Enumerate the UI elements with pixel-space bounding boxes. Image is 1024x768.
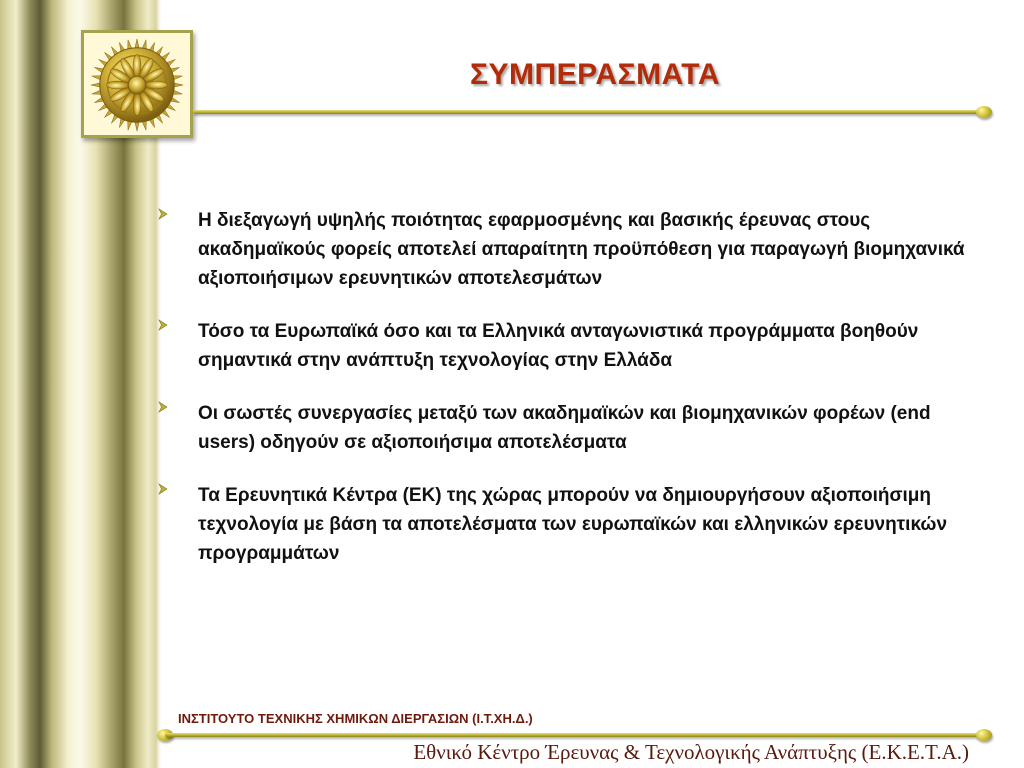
- arrow-bullet-icon: [158, 401, 168, 413]
- list-item: [150, 399, 980, 457]
- golden-sun-medallion-icon: [88, 36, 186, 134]
- footer-centre-name: Εθνικό Κέντρο Έρευνας & Τεχνολογικής Ανάπτυξης (Ε.Κ.Ε.Τ.Α.): [413, 740, 969, 764]
- bullet-text: Η διεξαγωγή υψηλής ποιότητας εφαρμοσμένης και βασικής έρευνας στους ακαδημαϊκούς φορείς αποτελεί απαραίτητη προϋπόθεση για παραγωγή βιομηχανικά αξιοποιήσιμων ερευνητικών αποτελεσμάτων: [198, 210, 965, 289]
- list-item: [150, 206, 980, 293]
- footer-rule: [165, 733, 985, 737]
- list-item: [150, 481, 980, 568]
- rule-end-ornament: [976, 729, 992, 741]
- bullet-text: Τα Ερευνητικά Κέντρα (ΕΚ) της χώρας μπορούν να δημιουργήσουν αξιοποιήσιμη τεχνολογία με βάση τα αποτελέσματα των ευρωπαϊκών και ελληνικών ερευνητικών προγραμμάτων: [198, 485, 948, 564]
- list-item: [150, 317, 980, 375]
- arrow-bullet-icon: [158, 208, 168, 220]
- slide-title: ΣΥΜΠΕΡΑΣΜΑΤΑ: [469, 58, 721, 91]
- emblem-frame: [81, 30, 193, 138]
- title-underline: [193, 110, 983, 114]
- footer-institute-name: ΙΝΣΤΙΤΟΥΤΟ ΤΕΧΝΙΚΗΣ ΧΗΜΙΚΩΝ ΔΙΕΡΓΑΣΙΩΝ (Ι.Τ.ΧΗ.Δ.): [178, 711, 533, 726]
- arrow-bullet-icon: [158, 319, 168, 331]
- arrow-bullet-icon: [158, 483, 168, 495]
- bullet-list: [150, 206, 980, 592]
- bullet-text: Οι σωστές συνεργασίες μεταξύ των ακαδημαϊκών και βιομηχανικών φορέων (end users) οδηγούν σε αξιοποιήσιμα αποτελέσματα: [198, 403, 931, 453]
- rule-end-ornament: [976, 106, 992, 118]
- bullet-text: Τόσο τα Ευρωπαϊκά όσο και τα Ελληνικά ανταγωνιστικά προγράμματα βοηθούν σημαντικά στην ανάπτυξη τεχνολογίας στην Ελλάδα: [198, 321, 919, 371]
